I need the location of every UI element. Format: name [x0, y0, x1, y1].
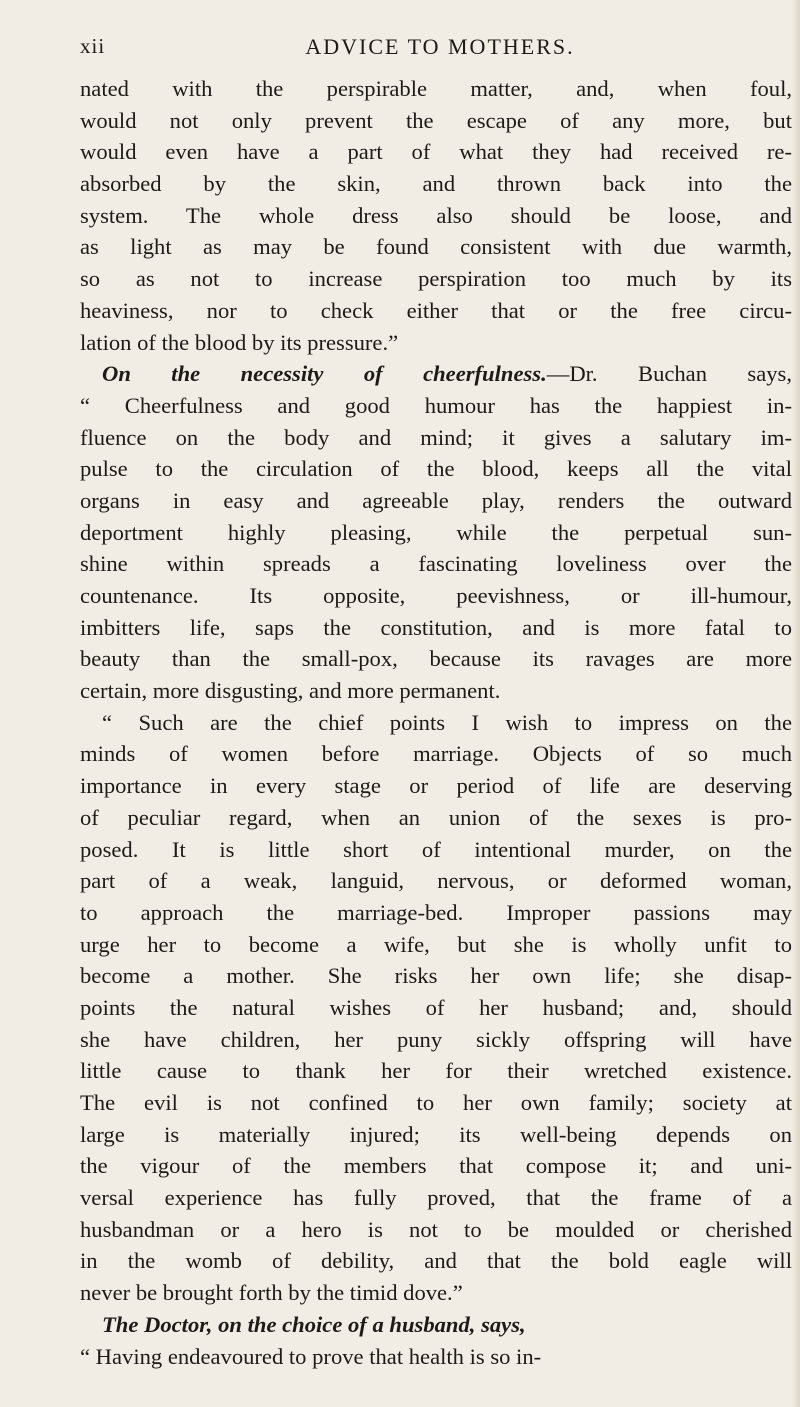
text-line: fluence on the body and mind; it gives a salutary im-: [80, 424, 792, 450]
body-text: [80, 73, 792, 1372]
text-line: never be brought forth by the timid dove.”: [80, 1280, 463, 1306]
text-line: The evil is not confined to her own family; society at: [80, 1090, 792, 1115]
heading-rest: —Dr. Buchan says,: [546, 361, 792, 387]
page-header: [80, 26, 790, 66]
text-line: “ Cheerfulness and good humour has the happiest in-: [80, 392, 792, 418]
text-line: minds of women before marriage. Objects of so much: [80, 741, 792, 767]
text-line: as light as may be found consistent with due warmth,: [80, 234, 792, 260]
text-line: pulse to the circulation of the blood, keeps all the vital: [80, 456, 792, 482]
running-title: ADVICE TO MOTHERS.: [305, 34, 575, 59]
text-line: versal experience has fully proved, that the frame of a: [80, 1185, 792, 1211]
text-line: to approach the marriage-bed. Improper passions may: [80, 899, 792, 925]
text-line: heaviness, nor to check either that or the free circu-: [80, 297, 792, 323]
text-line: importance in every stage or period of life are deserving: [80, 773, 792, 799]
section-heading-husband: [80, 1309, 792, 1341]
section-heading-cheerfulness: [80, 358, 792, 390]
heading-italic: On the necessity of cheerfulness.: [102, 361, 547, 387]
text-line: little cause to thank her for their wretched existence.: [80, 1058, 792, 1084]
text-line: countenance. Its opposite, peevishness, or ill-humour,: [80, 583, 792, 608]
text-line: imbitters life, saps the constitution, and is more fatal to: [80, 614, 792, 640]
text-line: “ Having endeavoured to prove that health is so in-: [80, 1343, 542, 1369]
text-line: husbandman or a hero is not to be moulded or cherished: [80, 1216, 792, 1242]
text-line: deportment highly pleasing, while the perpetual sun-: [80, 519, 792, 545]
text-line: would not only prevent the escape of any more, but: [80, 107, 792, 133]
text-line: nated with the perspirable matter, and, when foul,: [80, 76, 792, 101]
text-line: the vigour of the members that compose it; and uni-: [80, 1153, 792, 1179]
text-line: of peculiar regard, when an union of the sexes is pro-: [80, 804, 792, 830]
text-line: beauty than the small-pox, because its ravages are more: [80, 646, 792, 672]
text-line: she have children, her puny sickly offspring will have: [80, 1026, 792, 1052]
text-line: would even have a part of what they had received re-: [80, 139, 792, 165]
page-edge: [792, 0, 800, 1407]
text-line: organs in easy and agreeable play, renders the outward: [80, 487, 792, 513]
text-line: in the womb of debility, and that the bold eagle will: [80, 1248, 792, 1274]
text-line: system. The whole dress also should be loose, and: [80, 202, 792, 228]
text-line: “ Such are the chief points I wish to impress on the: [102, 709, 792, 735]
text-line: posed. It is little short of intentional murder, on the: [80, 836, 792, 862]
text-line: part of a weak, languid, nervous, or deformed woman,: [80, 868, 792, 894]
text-line: so as not to increase perspiration too much by its: [80, 266, 792, 292]
text-line: large is materially injured; its well-being depends on: [80, 1121, 792, 1147]
text-line: become a mother. She risks her own life; she disap-: [80, 963, 792, 989]
heading-italic: The Doctor, on the choice of a husband, says,: [102, 1311, 526, 1337]
text-line: points the natural wishes of her husband; and, should: [80, 994, 792, 1020]
text-line: certain, more disgusting, and more permanent.: [80, 678, 501, 704]
text-line: absorbed by the skin, and thrown back into the: [80, 171, 792, 197]
text-line: lation of the blood by its pressure.”: [80, 329, 399, 355]
page-number: xii: [80, 34, 106, 58]
text-line: shine within spreads a fascinating loveliness over the: [80, 551, 792, 577]
text-line: urge her to become a wife, but she is wholly unfit to: [80, 931, 792, 957]
